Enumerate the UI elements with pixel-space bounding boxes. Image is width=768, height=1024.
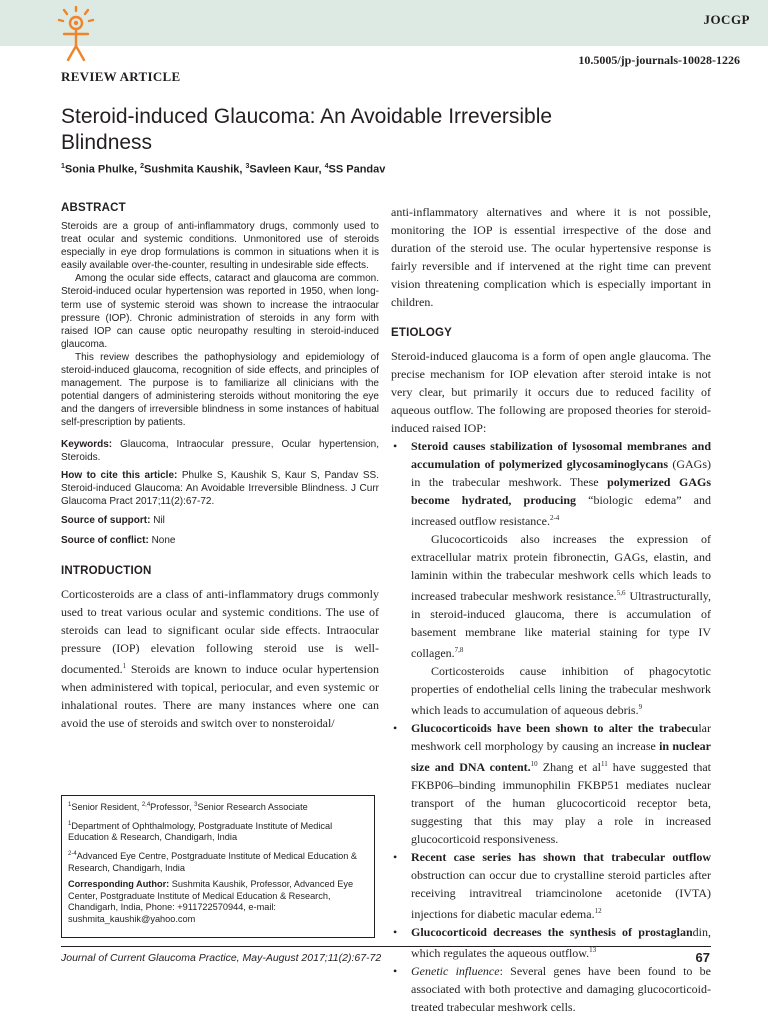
left-column [61,202,379,732]
bullet-icon: • [393,925,398,939]
bullet-icon: • [393,721,398,735]
right-column [391,203,711,1016]
page-number: 67 [695,950,710,965]
citation: How to cite this article: Phulke S, Kaushik S, Kaur S, Pandav SS. Steroid-induced Glaucoma: An Avoidable Irreversible Blindness. J Curr Glaucoma Pract 2017;11(2):67-72. [61,469,379,507]
bullet-icon: • [393,439,398,453]
footer-journal: Journal of Current Glaucoma Practice, May-August 2017;11(2):67-72 [61,952,382,964]
header-band [0,0,768,46]
affiliation-centre: $^{2-4}$Advanced Eye Centre, Postgraduate Institute of Medical Education & Research, Chandigarh, India [68,850,358,873]
list-item: • Genetic influence: Several genes have been found to be associated with both protective and damaging glucocorticoid-treated trabecular meshwork cells. [393,964,711,1014]
author-roles: $^1$Senior Resident, $^{2,4}$Professor, $^3$Senior Research Associate [68,802,308,813]
footer-divider [61,946,711,947]
article-title: Steroid-induced Glaucoma: An Avoidable Irreversible Blindness [61,105,553,154]
keywords: Keywords: Glaucoma, Intraocular pressure, Ocular hypertension, Steroids. [61,438,380,463]
introduction-paragraph: Corticosteroids are a class of anti-inflammatory drugs commonly used to treat various ocular and systemic conditions. The use of steroids can lead to significant ocular side effects. Intraocular pressure (IOP) elevation following steroid use is well- documented.$^1$ Steroids are known to induce ocular hypertension when administered with topical, periocular, and even systemic or inhalational routes. There are many instances where one can avoid the use of steroids and switch over to nonsteroidal/ [61,586,379,730]
etiology-intro: Steroid-induced glaucoma is a form of open angle glaucoma. The precise mechanism for IOP elevation after steroid intake is not very clear, but primarily it occurs due to reduced facility of aqueous outflow. The following are proposed theories for steroid-induced raised IOP: [391,349,711,435]
affiliations-box [61,795,375,938]
abstract-paragraph: This review describes the pathophysiology and epidemiology of steroid-induced glaucoma, recognition of side effects, and principles of management. The purpose is to familiarize all clinicians with the potential dangers of administering steroids without monitoring the eye and the dangers of irreversible blindness in some instances of habitual self-prescription by patients. [61,351,379,429]
abstract-paragraph: Among the ocular side effects, cataract and glaucoma are common. Steroid-induced ocular hypertension was reported in 1950, when long-term use of systemic steroid was shown to increase the intraocular pressure (IOP). Chronic administration of steroids in any form with raised IOP can cause optic neuropathy resulting in steroid-induced glaucoma. [61,273,379,350]
etiology-heading: ETIOLOGY [391,327,453,339]
bullet-icon: • [393,964,398,978]
article-type: REVIEW ARTICLE [61,69,181,84]
journal-logo-icon [56,6,96,64]
corresponding-author: Corresponding Author: Sushmita Kaushik, Professor, Advanced Eye Center, Postgraduate Institute of Medical Education & Research, Chandigarh, India, Phone: +911722570944, e-mail: sushmita_kaushik@yahoo.com [68,879,354,924]
list-item: • Recent case series has shown that trabecular outflow obstruction can occur due to crystalline steroid particles after receiving intravitreal triamcinolone acetonide (IVTA) injections for diabetic macular edema.$^{12}$ [393,850,711,921]
list-item: • Glucocorticoid decreases the synthesis of prostaglandin, which regulates the aqueous outflow.$^{13}$ [393,925,711,960]
source-of-conflict: Source of conflict: None [61,534,176,546]
abstract-heading: ABSTRACT [61,202,126,214]
introduction-heading: INTRODUCTION [61,564,152,577]
source-of-support: Source of support: Nil [61,514,165,526]
author-list: $^1$Sonia Phulke, $^2$Sushmita Kaushik, $^3$Savleen Kaur, $^4$SS Pandav [61,163,386,176]
abstract-paragraph: Steroids are a group of anti-inflammatory drugs, commonly used to treat ocular and systemic conditions. Unmonitored use of steroids especially in eye drop formulations is common in situations when it is easily available over-the-counter, resulting in undesirable side effects. [61,221,379,272]
introduction-continued: anti-inflammatory alternatives and where it is not possible, monitoring the IOP is essential irrespective of the dose and duration of the steroid use. The ocular hypertensive response is fairly reversible and if intervened at the right time can prevent vision threatening complication which is especially important in children. [391,205,711,309]
bullet-icon: • [393,850,398,864]
list-item: • Steroid causes stabilization of lysosomal membranes and accumulation of polymerized glycosaminoglycans (GAGs) in the trabecular meshwork. These polymerized GAGs become hydrated, producing “biologic edema” and increased outflow resistance.$^{2-4}$ Glucocorticoids also increases the expression of extracellular matrix protein fibronectin, GAGs, elastin, and laminin within the trabecular meshwork cells which leads to increased trabecular meshwork resistance.$^{5,6}$ Ultrastructurally, in steroid-induced glaucoma, there is accumulation of basement membrane like material staining for type IV collagen.$^{7,8}$ Corticosteroids cause inhibition of phagocytotic properties of endothelial cells lining the trabecular meshwork which leads to accumulation of aqueous debris.$^9$ [393,439,711,717]
affiliation-department: $^1$Department of Ophthalmology, Postgraduate Institute of Medical Education & Research, Chandigarh, India [68,820,333,843]
list-item: • Glucocorticoids have been shown to alter the trabecular meshwork cell morphology by causing an increase in nuclear size and DNA content.$^{10}$ Zhang et $al^{11}$ have suggested that FKBP06–binding immunophilin FKBP51 mediates nuclear transport of the human glucocorticoid receptor beta, suggesting that this may play a role in increased glucocorticoid responsiveness. [393,721,712,846]
journal-abbreviation: JOCGP [703,12,750,27]
doi[interactable]: 10.5005/jp-journals-10028-1226 [578,53,740,67]
